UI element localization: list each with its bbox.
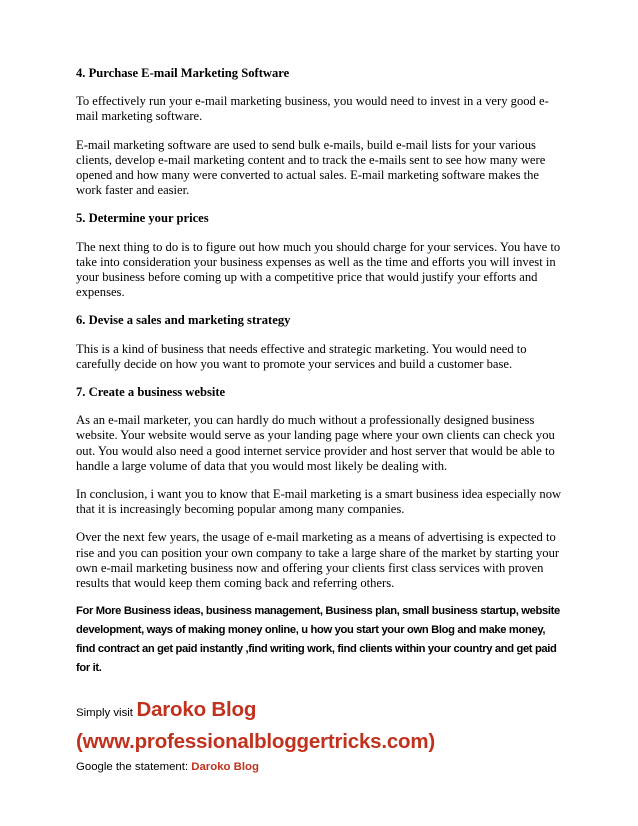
section-heading-sales-strategy: 6. Devise a sales and marketing strategy	[76, 313, 291, 328]
visit-line	[76, 695, 564, 728]
promo-text: For More Business ideas, business management, Business plan, small business startup, website development, ways of making money online, u how you start your own Blog and make money, find contract an get paid instantly ,find writing work, find clients within your country and get paid for it.	[76, 605, 560, 675]
blog-url-link[interactable]: (www.professionalbloggertricks.com)	[76, 730, 436, 754]
paragraph: This is a kind of business that needs effective and strategic marketing. You would need to carefully decide on how you want to promote your services and build a customer base.	[76, 341, 527, 371]
section-heading-business-website: 7. Create a business website	[76, 385, 226, 400]
document-body	[76, 66, 564, 778]
google-prefix: Google the statement:	[76, 761, 189, 774]
paragraph: Over the next few years, the usage of e-mail marketing as a means of advertising is expected to rise and you can position your own company to take a large share of the market by starting your own e-mail marketing business now and offering your clients first class services with proven results that would keep them coming back and referring others.	[76, 530, 560, 591]
paragraph: The next thing to do is to figure out how much you should charge for your services. You have to take into consideration your business expenses as well as the time and efforts you will invest in your business before coming up with a competitive price that would justify your efforts and expenses.	[76, 239, 561, 300]
conclusion-paragraph: In conclusion, i want you to know that E-mail marketing is a smart business idea especially now that it is increasingly becoming popular among many companies.	[76, 487, 562, 517]
section-heading-purchase-software: 4. Purchase E-mail Marketing Software	[76, 66, 290, 80]
section-heading-determine-prices: 5. Determine your prices	[76, 211, 209, 226]
google-line	[76, 756, 564, 778]
blog-name-link[interactable]: Daroko Blog	[136, 698, 257, 722]
paragraph: To effectively run your e-mail marketing business, you would need to invest in a very good e-mail marketing software.	[76, 94, 549, 124]
paragraph: As an e-mail marketer, you can hardly do much without a professionally designed business website. Your website would serve as your landing page where your own clients can check you out. You would also need a good internet service provider and host server that would be able to handle a large volume of data that you would most likely be dealing with.	[76, 413, 555, 473]
google-term-link[interactable]: Daroko Blog	[191, 761, 259, 774]
paragraph: E-mail marketing software are used to send bulk e-mails, build e-mail lists for your various clients, develop e-mail marketing content and to track the e-mails sent to see how many were opened and how many were converted to actual sales. E-mail marketing software makes the work faster and easier.	[76, 137, 546, 198]
visit-prefix: Simply visit	[76, 707, 133, 720]
